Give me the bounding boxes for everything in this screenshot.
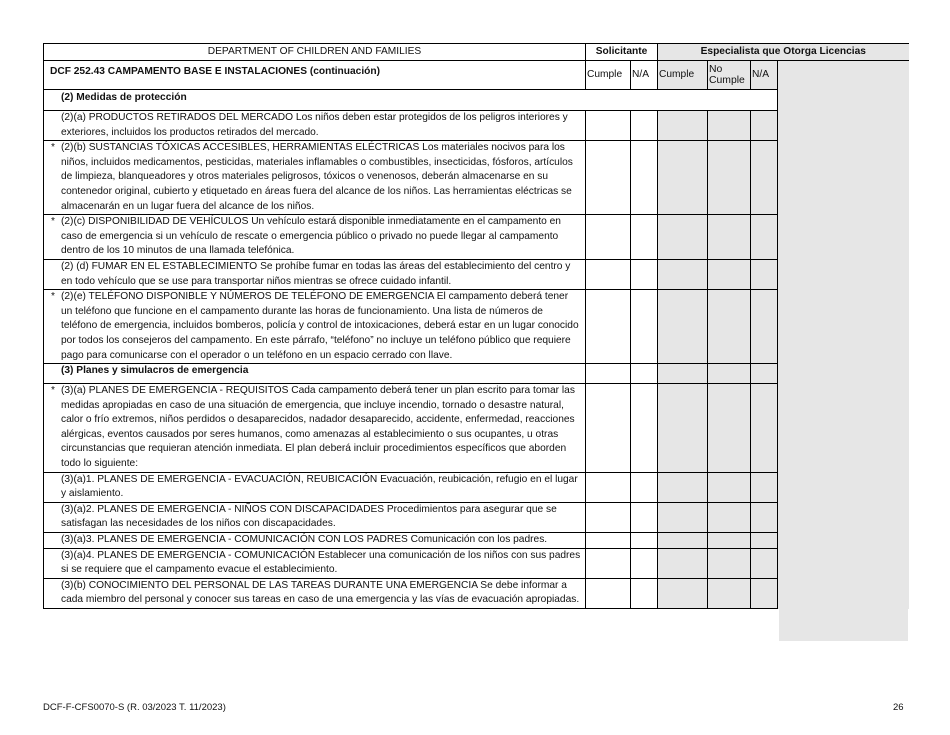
- especialista-header: Especialista que Otorga Licencias: [658, 44, 909, 61]
- especialista-na-checkbox[interactable]: [751, 502, 778, 532]
- especialista-no-cumple-checkbox[interactable]: [708, 384, 751, 473]
- solicitante-na-checkbox[interactable]: [631, 111, 658, 141]
- solicitante-cumple-checkbox[interactable]: [586, 533, 631, 549]
- rule-text: (3)(a)1. PLANES DE EMERGENCIA - EVACUACIÓN, REUBICACIÓN Evacuación, reubicación, refugio en el lugar y aislamiento.: [44, 472, 586, 502]
- especialista-no-cumple-checkbox[interactable]: [708, 472, 751, 502]
- solicitante-cumple-checkbox[interactable]: [586, 290, 631, 364]
- solicitante-cumple-checkbox[interactable]: [586, 111, 631, 141]
- blank-margin: [778, 61, 909, 609]
- form-id: DCF-F-CFS0070-S (R. 03/2023 T. 11/2023): [43, 702, 226, 713]
- especialista-no-cumple-checkbox[interactable]: [708, 502, 751, 532]
- empty-cell: [586, 364, 631, 384]
- solicitante-header: Solicitante: [586, 44, 658, 61]
- solicitante-na-checkbox[interactable]: [631, 548, 658, 578]
- empty-cell: [658, 364, 708, 384]
- especialista-no-cumple-checkbox[interactable]: [708, 141, 751, 215]
- column-header-row: [44, 61, 909, 90]
- especialista-na-checkbox[interactable]: [751, 384, 778, 473]
- subsection-heading: (3) Planes y simulacros de emergencia: [44, 364, 586, 384]
- empty-cell: [751, 364, 778, 384]
- especialista-no-cumple-checkbox[interactable]: [708, 259, 751, 289]
- especialista-no-cumple-checkbox[interactable]: [708, 548, 751, 578]
- solicitante-cumple-checkbox[interactable]: [586, 215, 631, 260]
- especialista-no-cumple-checkbox[interactable]: [708, 533, 751, 549]
- solicitante-cumple-checkbox[interactable]: [586, 141, 631, 215]
- rule-text: * (2)(e) TELÉFONO DISPONIBLE Y NÚMEROS DE TELÉFONO DE EMERGENCIA El campamento deberá tener un teléfono que funcione en el campamento durante las horas de funcionamiento. Una lista de números de teléfono de emergencia, incluidos bomberos, policía y control de intoxicaciones, deberá estar en un lugar conocido por todos los consejeros del campamento. En este párrafo, “teléfono” no incluye un teléfono público que requiere pago para comunicarse con el operador o un teléfono en un espacio cerrado con llave.: [44, 290, 586, 364]
- solicitante-na-checkbox[interactable]: [631, 578, 658, 608]
- rule-text: (2)(a) PRODUCTOS RETIRADOS DEL MERCADO Los niños deben estar protegidos de los peligros interiores y exteriores, incluidos los productos retirados del mercado.: [44, 111, 586, 141]
- empty-cell: [708, 364, 751, 384]
- especialista-cumple-checkbox[interactable]: [658, 111, 708, 141]
- solicitante-na-checkbox[interactable]: [631, 384, 658, 473]
- especialista-na-checkbox[interactable]: [751, 141, 778, 215]
- rule-text: (3)(a)3. PLANES DE EMERGENCIA - COMUNICACIÓN CON LOS PADRES Comunicación con los padres.: [44, 533, 586, 549]
- especialista-no-cumple-checkbox[interactable]: [708, 111, 751, 141]
- especialista-na-checkbox[interactable]: [751, 215, 778, 260]
- solicitante-na-checkbox[interactable]: [631, 290, 658, 364]
- col-no-cumple-label: Cumple: [709, 75, 745, 86]
- subsection-heading: (2) Medidas de protección: [44, 90, 778, 111]
- solicitante-na-checkbox[interactable]: [631, 259, 658, 289]
- especialista-cumple-checkbox[interactable]: [658, 290, 708, 364]
- especialista-no-cumple-checkbox[interactable]: [708, 578, 751, 608]
- rule-text: * (3)(a) PLANES DE EMERGENCIA - REQUISITOS Cada campamento deberá tener un plan escrito para tomar las medidas apropiadas en caso de una situación de emergencia, que incluye incendio, tornado o desastre natural, calor o frío extremos, niños perdidos o desaparecidos, nadador desaparecido, accidente, enfermedad, reacciones alérgicas, eventos causados por seres humanos, como amenazas al establecimiento o sus ocupantes, u otras circunstancias que requieran atención inmediata. El plan deberá incluir procedimientos específicos que aborden todo lo siguiente:: [44, 384, 586, 473]
- rule-text: (3)(a)4. PLANES DE EMERGENCIA - COMUNICACIÓN Establecer una comunicación de los niños con sus padres si se requiere que el campamento evacue el establecimiento.: [44, 548, 586, 578]
- col-na-especialista: N/A: [751, 61, 778, 90]
- especialista-cumple-checkbox[interactable]: [658, 578, 708, 608]
- especialista-cumple-checkbox[interactable]: [658, 502, 708, 532]
- especialista-na-checkbox[interactable]: [751, 533, 778, 549]
- especialista-na-checkbox[interactable]: [751, 290, 778, 364]
- department-title: DEPARTMENT OF CHILDREN AND FAMILIES: [44, 44, 586, 61]
- especialista-na-checkbox[interactable]: [751, 111, 778, 141]
- rule-text: * (2)(b) SUSTANCIAS TÓXICAS ACCESIBLES, HERRAMIENTAS ELÉCTRICAS Los materiales nocivos para los niños, incluidos medicamentos, pesticidas, materiales inflamables o combustibles, insecticidas, fósforos, artículos de limpieza, blanqueadores y otros materiales peligrosos, tóxicos o venenosos, deberán almacenarse en su contenedor original, cubierto y etiquetado en áreas fuera del alcance de los niños. Las herramientas eléctricas se almacenarán en un lugar fuera del alcance de los niños.: [44, 141, 586, 215]
- solicitante-cumple-checkbox[interactable]: [586, 548, 631, 578]
- solicitante-cumple-checkbox[interactable]: [586, 578, 631, 608]
- solicitante-na-checkbox[interactable]: [631, 502, 658, 532]
- solicitante-na-checkbox[interactable]: [631, 472, 658, 502]
- especialista-na-checkbox[interactable]: [751, 578, 778, 608]
- solicitante-cumple-checkbox[interactable]: [586, 472, 631, 502]
- rule-text: (3)(b) CONOCIMIENTO DEL PERSONAL DE LAS TAREAS DURANTE UNA EMERGENCIA Se debe informar a cada miembro del personal y conocer sus tareas en caso de una emergencia y las vías de evacuación apropiadas.: [44, 578, 586, 608]
- solicitante-na-checkbox[interactable]: [631, 533, 658, 549]
- especialista-cumple-checkbox[interactable]: [658, 548, 708, 578]
- especialista-na-checkbox[interactable]: [751, 259, 778, 289]
- especialista-cumple-checkbox[interactable]: [658, 533, 708, 549]
- especialista-cumple-checkbox[interactable]: [658, 215, 708, 260]
- especialista-cumple-checkbox[interactable]: [658, 384, 708, 473]
- page-number: 26: [893, 702, 904, 713]
- col-no-cumple-especialista: [708, 61, 751, 90]
- solicitante-cumple-checkbox[interactable]: [586, 502, 631, 532]
- rule-text: (2) (d) FUMAR EN EL ESTABLECIMIENTO Se prohíbe fumar en todas las áreas del establecimiento del centro y en todo vehículo que se use para transportar niños mientras se ofrece cuidado infantil.: [44, 259, 586, 289]
- rule-text: * (2)(c) DISPONIBILIDAD DE VEHÍCULOS Un vehículo estará disponible inmediatamente en el campamento en caso de emergencia si un vehículo de rescate o emergencia público o privado no puede llegar al campamento dentro de los 10 minutos de una llamada telefónica.: [44, 215, 586, 260]
- rule-text: (3)(a)2. PLANES DE EMERGENCIA - NIÑOS CON DISCAPACIDADES Procedimientos para asegurar que se satisfagan las necesidades de los niños con discapacidades.: [44, 502, 586, 532]
- checklist-table: [43, 43, 909, 609]
- col-no-label: No: [709, 63, 723, 75]
- especialista-cumple-checkbox[interactable]: [658, 141, 708, 215]
- especialista-no-cumple-checkbox[interactable]: [708, 215, 751, 260]
- col-na-solicitante: N/A: [631, 61, 658, 90]
- col-cumple-especialista: Cumple: [658, 61, 708, 90]
- especialista-no-cumple-checkbox[interactable]: [708, 290, 751, 364]
- section-title: DCF 252.43 CAMPAMENTO BASE E INSTALACIONES (continuación): [44, 61, 586, 90]
- especialista-na-checkbox[interactable]: [751, 548, 778, 578]
- especialista-cumple-checkbox[interactable]: [658, 472, 708, 502]
- solicitante-na-checkbox[interactable]: [631, 215, 658, 260]
- especialista-cumple-checkbox[interactable]: [658, 259, 708, 289]
- solicitante-cumple-checkbox[interactable]: [586, 384, 631, 473]
- col-cumple-solicitante: Cumple: [586, 61, 631, 90]
- empty-cell: [631, 364, 658, 384]
- solicitante-na-checkbox[interactable]: [631, 141, 658, 215]
- solicitante-cumple-checkbox[interactable]: [586, 259, 631, 289]
- header-row: [44, 44, 909, 61]
- especialista-na-checkbox[interactable]: [751, 472, 778, 502]
